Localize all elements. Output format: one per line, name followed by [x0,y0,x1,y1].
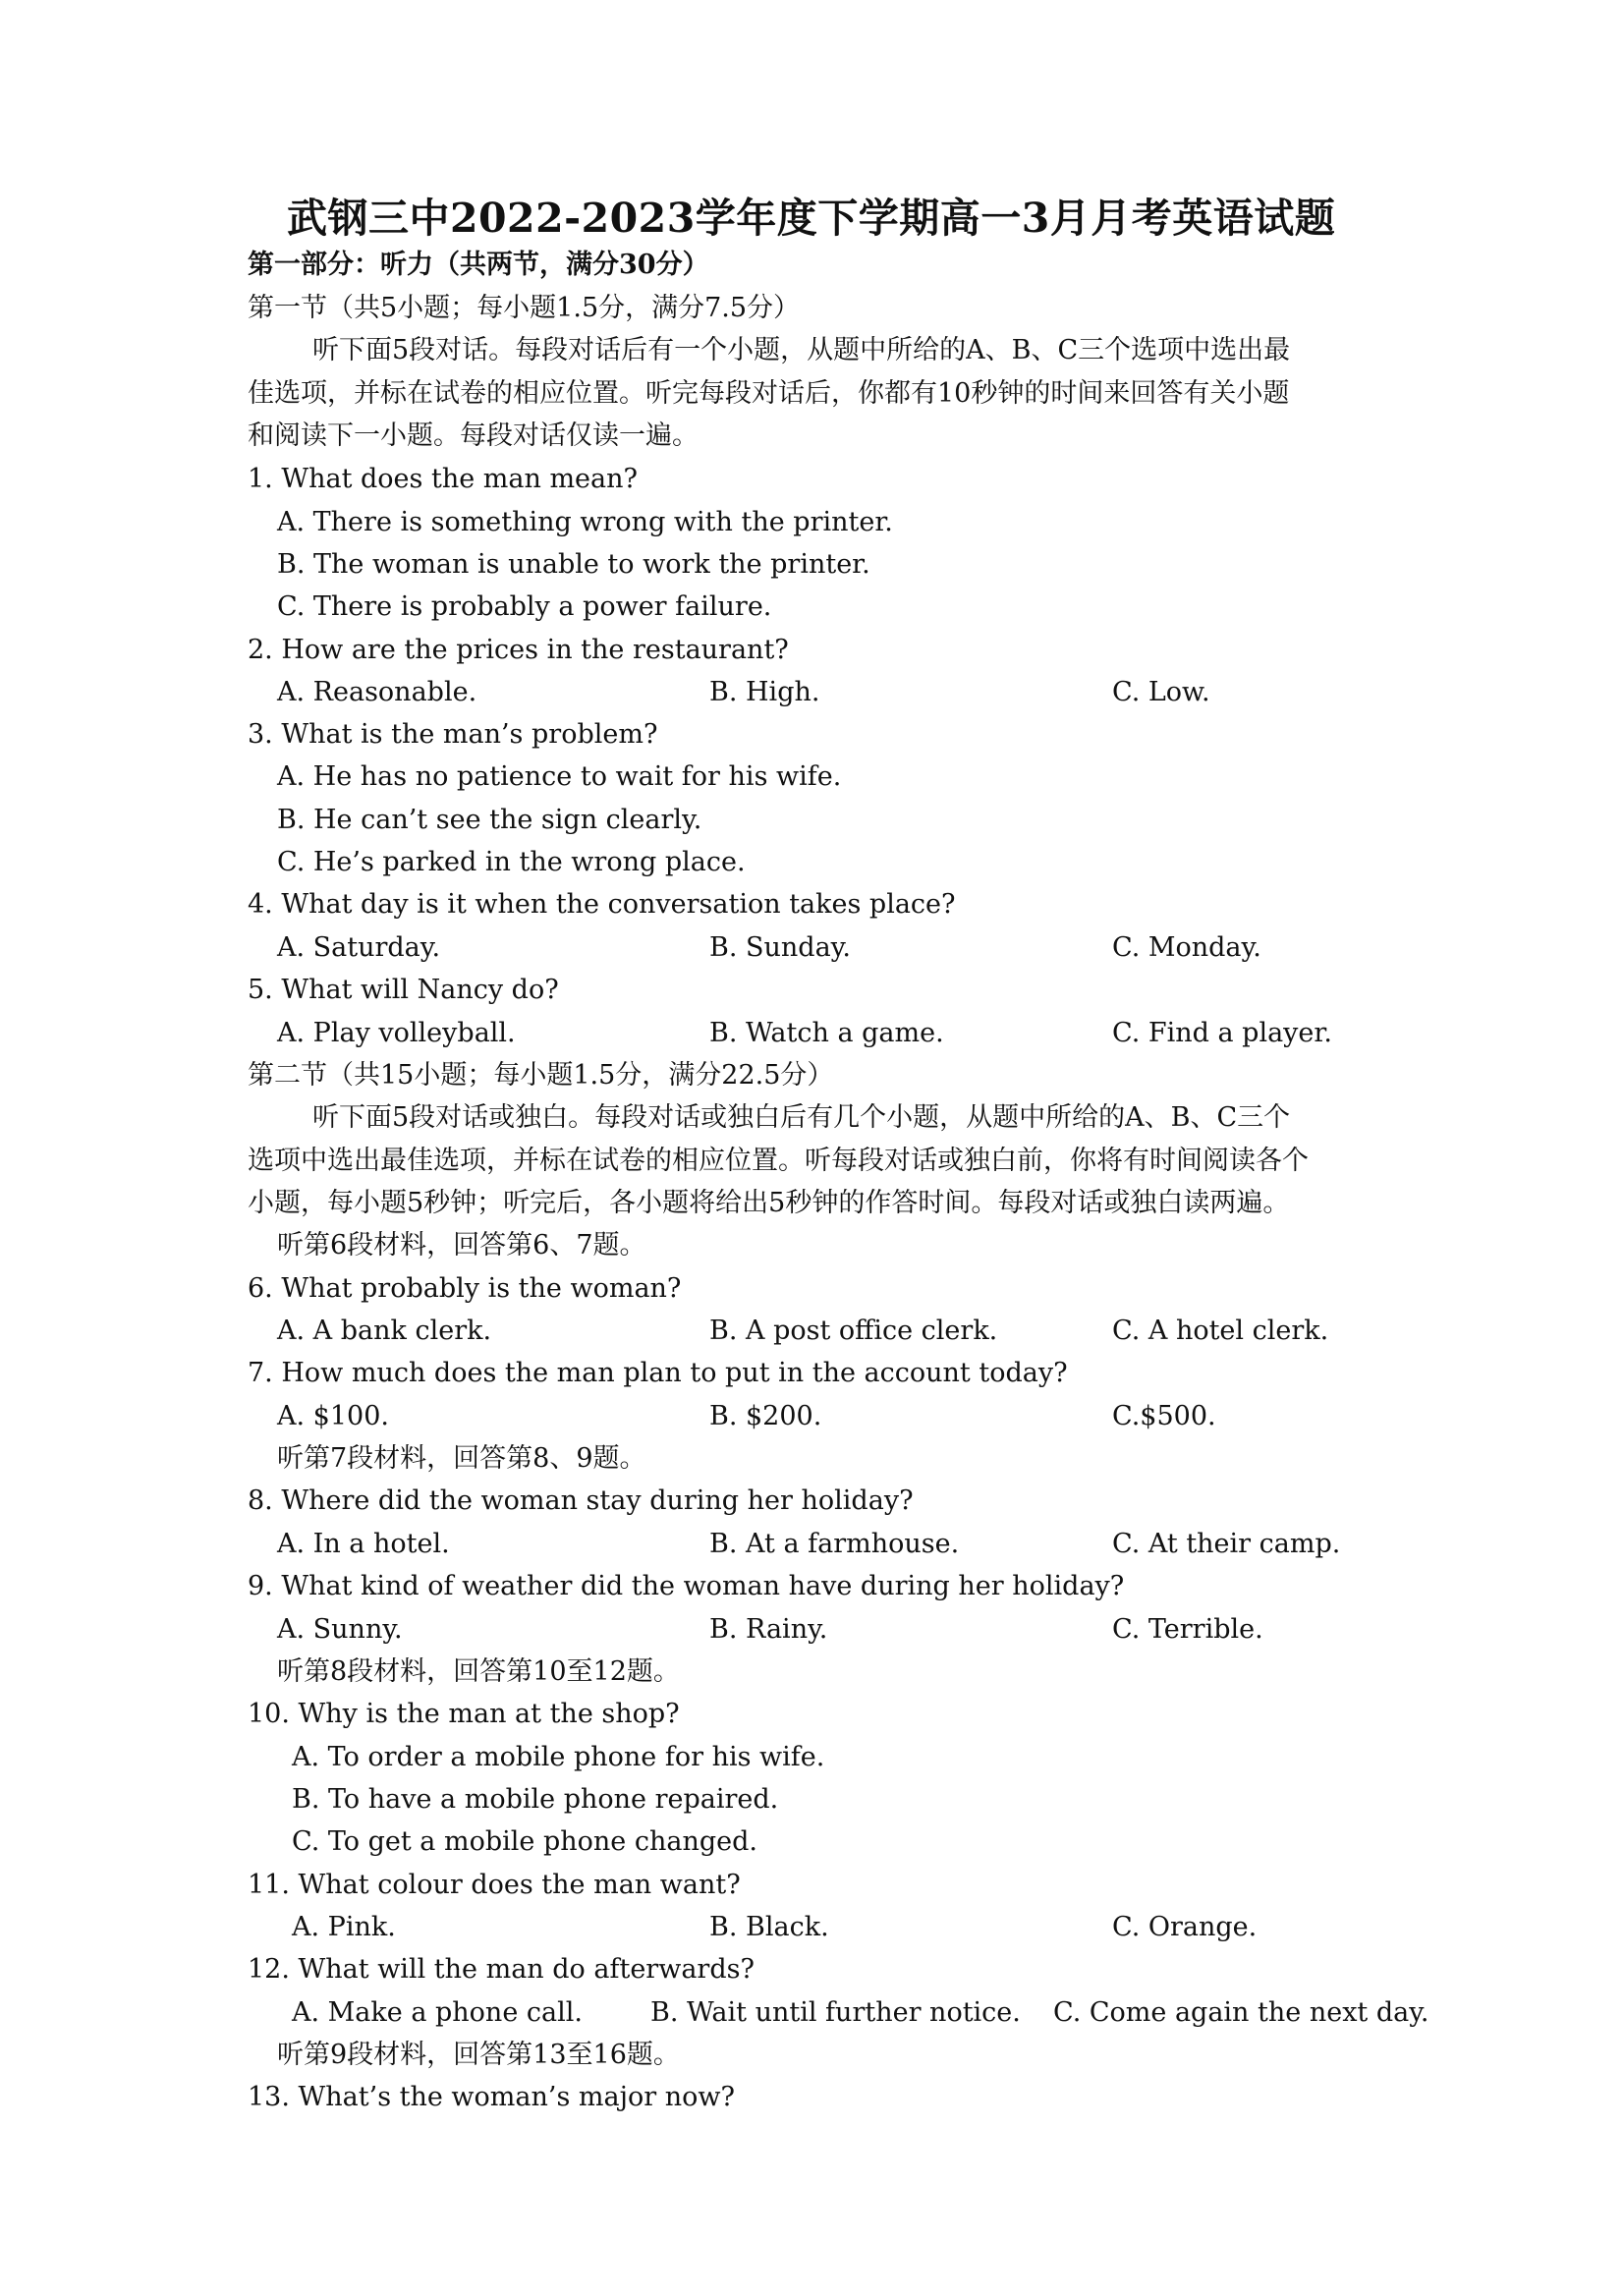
option-a: A. Sunny. [277,1614,403,1645]
option-b: B. Wait until further notice. [650,1997,1021,2028]
section-heading: 第二节（共15小题；每小题1.5分，满分22.5分） [248,1060,834,1091]
option-b: B. $200. [709,1401,822,1431]
question-stem: 2. How are the prices in the restaurant? [248,635,789,665]
option-a: A. Make a phone call. [292,1997,583,2028]
option-b: B. Rainy. [709,1614,828,1645]
option-b: B. Black. [709,1912,829,1942]
option-c: C. Terrible. [1112,1614,1263,1645]
option-c: C. To get a mobile phone changed. [292,1826,757,1857]
option-c: C. Come again the next day. [1053,1997,1429,2028]
option-b: B. A post office clerk. [709,1316,998,1346]
question-stem: 3. What is the man’s problem? [248,719,658,750]
instruction-line: 选项中选出最佳选项，并标在试卷的相应位置。听每段对话或独白前，你将有时间阅读各个 [248,1146,1309,1176]
option-a: A. He has no patience to wait for his wife. [277,761,842,792]
option-b: B. Sunday. [709,932,851,963]
option-c: C. He’s parked in the wrong place. [277,847,746,877]
material-note: 听第7段材料，回答第8、9题。 [277,1443,646,1474]
option-c: C. Low. [1112,677,1210,707]
option-a: A. $100. [277,1401,389,1431]
option-c: C.$500. [1112,1401,1216,1431]
question-stem: 8. Where did the woman stay during her holiday? [248,1485,914,1516]
question-stem: 13. What’s the woman’s major now? [248,2082,735,2112]
option-c: C. There is probably a power failure. [277,591,772,622]
option-b: B. At a farmhouse. [709,1529,960,1559]
question-stem: 7. How much does the man plan to put in the account today? [248,1358,1068,1388]
instruction-line: 小题，每小题5秒钟；听完后，各小题将给出5秒钟的作答时间。每段对话或独白读两遍。 [248,1188,1290,1218]
question-stem: 4. What day is it when the conversation takes place? [248,889,956,920]
option-a: A. Play volleyball. [277,1018,516,1048]
material-note: 听第8段材料，回答第10至12题。 [277,1656,680,1687]
option-a: A. Saturday. [277,932,441,963]
question-stem: 5. What will Nancy do? [248,975,559,1005]
question-stem: 12. What will the man do afterwards? [248,1954,755,1985]
part-heading: 第一部分：听力（共两节，满分30分） [248,250,709,280]
option-a: A. Pink. [292,1912,396,1942]
question-stem: 1. What does the man mean? [248,464,638,494]
option-b: B. The woman is unable to work the printer. [277,549,870,580]
option-a: A. Reasonable. [277,677,477,707]
question-stem: 10. Why is the man at the shop? [248,1699,680,1729]
option-a: A. In a hotel. [277,1529,450,1559]
instruction-line: 听下面5段对话。每段对话后有一个小题，从题中所给的A、B、C三个选项中选出最 [312,335,1291,365]
option-c: C. A hotel clerk. [1112,1316,1329,1346]
option-b: B. He can’t see the sign clearly. [277,805,702,835]
option-a: A. To order a mobile phone for his wife. [292,1742,825,1772]
instruction-line: 和阅读下一小题。每段对话仅读一遍。 [248,420,699,451]
option-b: B. Watch a game. [709,1018,944,1048]
option-c: C. Find a player. [1112,1018,1332,1048]
instruction-line: 听下面5段对话或独白。每段对话或独白后有几个小题，从题中所给的A、B、C三个 [312,1102,1291,1133]
question-stem: 6. What probably is the woman? [248,1273,682,1304]
question-stem: 11. What colour does the man want? [248,1870,741,1900]
material-note: 听第9段材料，回答第13至16题。 [277,2040,680,2070]
option-a: A. There is something wrong with the printer. [277,507,893,537]
section-heading: 第一节（共5小题；每小题1.5分，满分7.5分） [248,293,801,323]
page-title: 武钢三中2022-2023学年度下学期高一3月月考英语试题 [287,195,1336,242]
option-b: B. To have a mobile phone repaired. [292,1784,779,1815]
instruction-line: 佳选项，并标在试卷的相应位置。听完每段对话后，你都有10秒钟的时间来回答有关小题 [248,378,1290,409]
question-stem: 9. What kind of weather did the woman have during her holiday? [248,1571,1125,1601]
option-b: B. High. [709,677,820,707]
option-c: C. At their camp. [1112,1529,1341,1559]
option-c: C. Orange. [1112,1912,1258,1942]
option-a: A. A bank clerk. [277,1316,492,1346]
material-note: 听第6段材料，回答第6、7题。 [277,1230,646,1260]
option-c: C. Monday. [1112,932,1261,963]
